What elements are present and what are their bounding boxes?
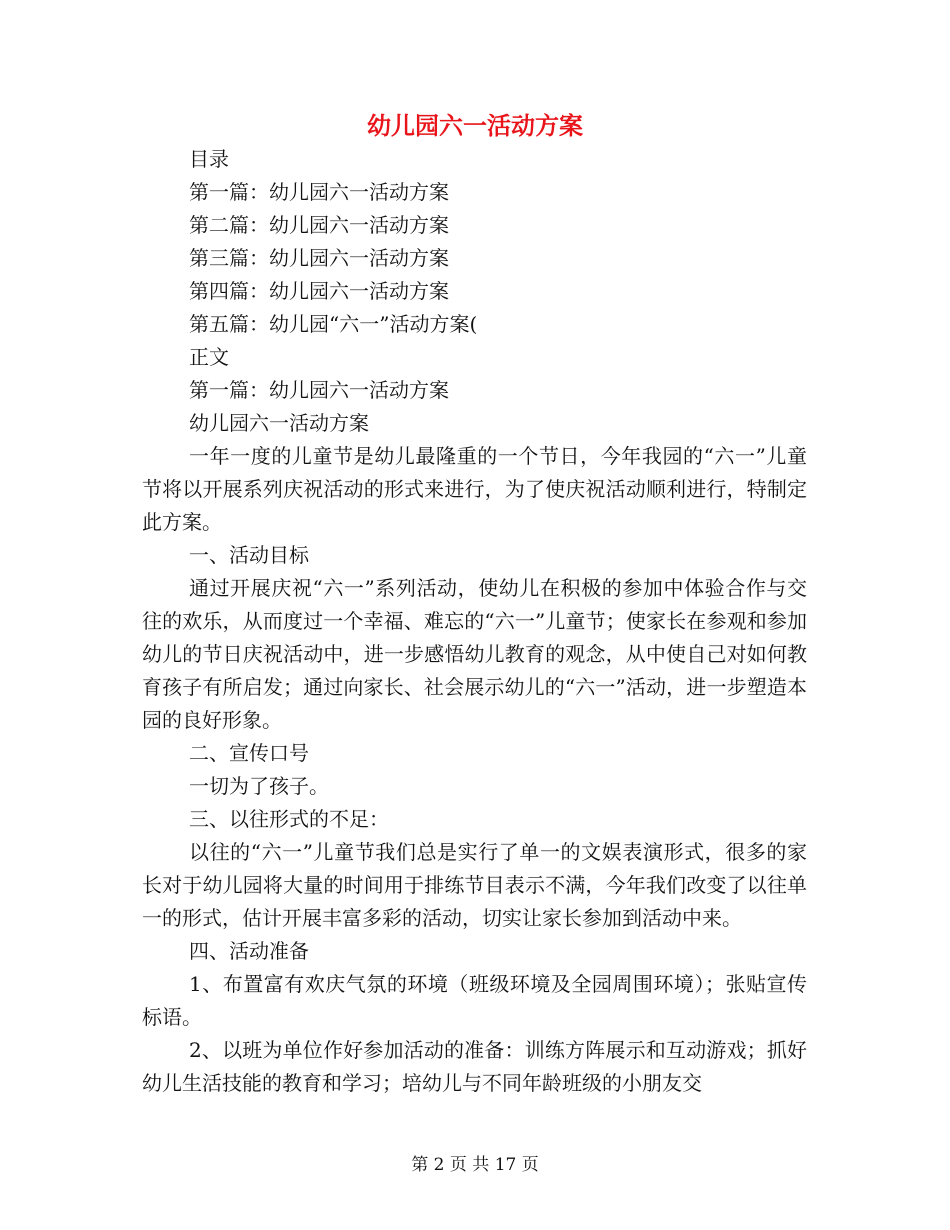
toc-item: 第四篇：幼儿园六一活动方案 <box>189 279 449 303</box>
paragraph-goals: 通过开展庆祝“六一”系列活动，使幼儿在积极的参加中体验合作与交往的欢乐，从而度过一个幸福、难忘的“六一”儿童节；使家长在参观和参加幼儿的节日庆祝活动中，进一步感悟幼儿教育的观念，从中使自己对如何教育孩子有所启发；通过向家长、社会展示幼儿的“六一”活动，进一步塑造本园的良好形象。 <box>142 576 807 732</box>
paragraph-preparation-2: 2、以班为单位作好参加活动的准备：训练方阵展示和互动游戏；抓好幼儿生活技能的教育和学习；培幼儿与不同年龄班级的小朋友交 <box>142 1038 807 1095</box>
paragraph-preparation-1: 1、布置富有欢庆气氛的环境（班级环境及全园周围环境）；张贴宣传标语。 <box>142 972 807 1029</box>
heading-preparation: 四、活动准备 <box>189 939 309 963</box>
page-footer: 第 2 页 共 17 页 <box>411 1155 539 1175</box>
section-subtitle: 幼儿园六一活动方案 <box>189 411 369 435</box>
document-title: 幼儿园六一活动方案 <box>367 111 583 140</box>
toc-item: 第二篇：幼儿园六一活动方案 <box>189 213 449 237</box>
document-body <box>142 143 807 1100</box>
toc-item: 第五篇：幼儿园“六一”活动方案( <box>189 312 478 336</box>
heading-goals: 一、活动目标 <box>189 543 309 567</box>
intro-paragraph: 一年一度的儿童节是幼儿最隆重的一个节日，今年我园的“六一”儿童节将以开展系列庆祝活动的形式来进行，为了使庆祝活动顺利进行，特制定此方案。 <box>142 444 807 534</box>
toc-item: 第三篇：幼儿园六一活动方案 <box>189 246 449 270</box>
section-title: 第一篇：幼儿园六一活动方案 <box>189 378 449 402</box>
paragraph-slogan: 一切为了孩子。 <box>189 774 329 798</box>
body-heading: 正文 <box>189 345 229 369</box>
toc-item: 第一篇：幼儿园六一活动方案 <box>189 180 449 204</box>
paragraph-shortcomings: 以往的“六一”儿童节我们总是实行了单一的文娱表演形式，很多的家长对于幼儿园将大量的时间用于排练节目表示不满，今年我们改变了以往单一的形式，估计开展丰富多彩的活动，切实让家长参加到活动中来。 <box>142 840 807 930</box>
heading-shortcomings: 三、以往形式的不足： <box>189 807 389 831</box>
toc-heading: 目录 <box>189 147 229 171</box>
heading-slogan: 二、宣传口号 <box>189 741 309 765</box>
